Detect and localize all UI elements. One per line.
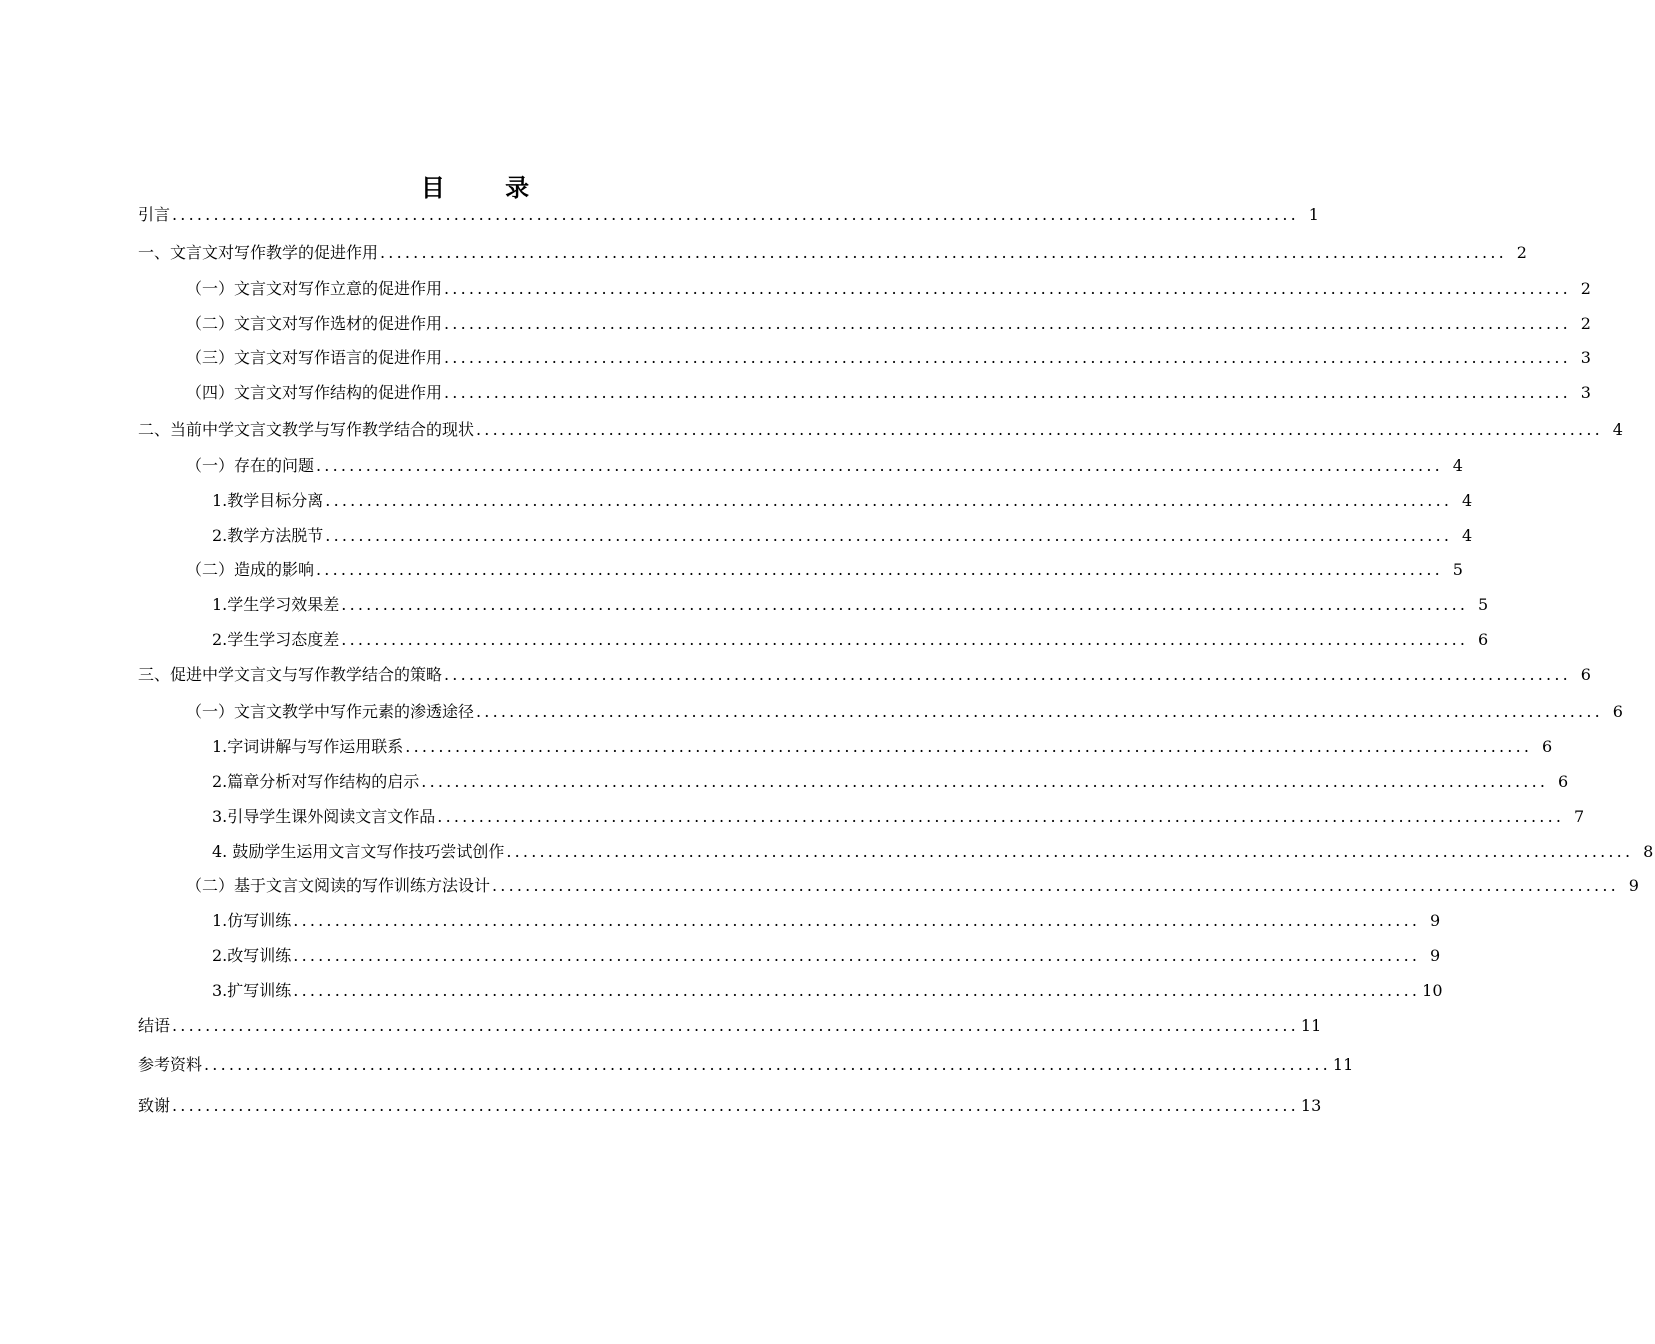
toc-page-number: 4 bbox=[1461, 491, 1473, 510]
toc-page-number: 4 bbox=[1461, 526, 1473, 545]
toc-page-number: 6 bbox=[1541, 737, 1553, 756]
toc-entry-label: 1.学生学习效果差 bbox=[212, 595, 340, 614]
toc-entry-label: 结语 bbox=[138, 1016, 171, 1035]
dot-leader: ........................................................................................................................................ bbox=[316, 560, 1443, 579]
toc-entry-label: 3.引导学生课外阅读文言文作品 bbox=[212, 807, 436, 826]
toc-page-number: 7 bbox=[1573, 807, 1585, 826]
dot-leader: ........................................................................................................................................ bbox=[380, 243, 1507, 262]
dot-leader: ........................................................................................................................................ bbox=[293, 911, 1421, 930]
toc-page-number: 6 bbox=[1580, 665, 1591, 684]
toc-page-number: 10 bbox=[1422, 981, 1443, 1000]
toc-entry-label: （二）造成的影响 bbox=[186, 560, 315, 579]
toc-entry-label: （一）存在的问题 bbox=[186, 456, 315, 475]
dot-leader: ........................................................................................................................................ bbox=[172, 1096, 1299, 1115]
toc-entry-section[interactable] bbox=[186, 453, 1463, 477]
dot-leader: ........................................................................................................................................ bbox=[444, 314, 1571, 333]
toc-page-number: 9 bbox=[1429, 946, 1441, 965]
toc-entry-section[interactable] bbox=[186, 380, 1591, 404]
dot-leader: ........................................................................................................................................ bbox=[444, 279, 1571, 298]
toc-entry-section[interactable] bbox=[186, 557, 1463, 581]
toc-page-number: 3 bbox=[1580, 383, 1591, 402]
dot-leader: ........................................................................................................................................ bbox=[172, 1016, 1299, 1035]
toc-entry-subsection[interactable] bbox=[212, 839, 1654, 863]
dot-leader: ........................................................................................................................................ bbox=[341, 595, 1469, 614]
toc-title: 目 录 bbox=[420, 174, 556, 202]
toc-entry-label: 2.篇章分析对写作结构的启示 bbox=[212, 772, 420, 791]
toc-page-number: 2 bbox=[1580, 279, 1591, 298]
toc-entry-subsection[interactable] bbox=[212, 908, 1441, 932]
toc-entry-intro[interactable] bbox=[138, 202, 1319, 226]
toc-entry-label: （二）文言文对写作选材的促进作用 bbox=[186, 314, 443, 333]
dot-leader: ........................................................................................................................................ bbox=[444, 348, 1571, 367]
toc-page-number: 3 bbox=[1580, 348, 1591, 367]
toc-entry-conclusion[interactable] bbox=[138, 1013, 1322, 1037]
toc-entry-label: 1.字词讲解与写作运用联系 bbox=[212, 737, 404, 756]
toc-entry-label: 2.改写训练 bbox=[212, 946, 292, 965]
dot-leader: ........................................................................................................................................ bbox=[476, 702, 1603, 721]
toc-entry-subsection[interactable] bbox=[212, 943, 1441, 967]
toc-entry-section[interactable] bbox=[186, 345, 1591, 369]
toc-entry-subsection[interactable] bbox=[212, 978, 1443, 1002]
dot-leader: ........................................................................................................................................ bbox=[325, 491, 1453, 510]
toc-entry-references[interactable] bbox=[138, 1052, 1354, 1076]
dot-leader: ........................................................................................................................................ bbox=[492, 876, 1619, 895]
toc-page-number: 6 bbox=[1557, 772, 1569, 791]
toc-entry-subsection[interactable] bbox=[212, 734, 1553, 758]
toc-entry-label: 3.扩写训练 bbox=[212, 981, 292, 1000]
toc-entry-label: 4. 鼓励学生运用文言文写作技巧尝试创作 bbox=[212, 842, 505, 861]
toc-page-number: 4 bbox=[1612, 420, 1623, 439]
toc-entry-label: 一、文言文对写作教学的促进作用 bbox=[138, 243, 379, 262]
toc-entry-label: 二、当前中学文言文教学与写作教学结合的现状 bbox=[138, 420, 475, 439]
toc-entry-subsection[interactable] bbox=[212, 488, 1473, 512]
toc-entry-chapter-2[interactable] bbox=[138, 417, 1623, 441]
toc-entry-subsection[interactable] bbox=[212, 592, 1489, 616]
dot-leader: ........................................................................................................................................ bbox=[204, 1055, 1331, 1074]
toc-entry-chapter-3[interactable] bbox=[138, 662, 1591, 686]
toc-entry-label: 1.仿写训练 bbox=[212, 911, 292, 930]
toc-entry-label: （二）基于文言文阅读的写作训练方法设计 bbox=[186, 876, 491, 895]
toc-entry-label: 1.教学目标分离 bbox=[212, 491, 324, 510]
toc-entry-label: 引言 bbox=[138, 205, 171, 224]
toc-entry-label: 三、促进中学文言文与写作教学结合的策略 bbox=[138, 665, 443, 684]
toc-entry-section[interactable] bbox=[186, 699, 1623, 723]
dot-leader: ........................................................................................................................................ bbox=[506, 842, 1634, 861]
toc-page-number: 5 bbox=[1477, 595, 1489, 614]
toc-page-number: 9 bbox=[1429, 911, 1441, 930]
toc-entry-chapter-1[interactable] bbox=[138, 240, 1527, 264]
toc-entry-subsection[interactable] bbox=[212, 523, 1473, 547]
toc-entry-acknowledgements[interactable] bbox=[138, 1093, 1322, 1117]
dot-leader: ........................................................................................................................................ bbox=[476, 420, 1603, 439]
toc-entry-subsection[interactable] bbox=[212, 769, 1569, 793]
toc-page-number: 11 bbox=[1300, 1016, 1322, 1035]
dot-leader: ........................................................................................................................................ bbox=[405, 737, 1533, 756]
toc-page-number: 11 bbox=[1332, 1055, 1354, 1074]
toc-entry-label: （四）文言文对写作结构的促进作用 bbox=[186, 383, 443, 402]
toc-entry-section[interactable] bbox=[186, 873, 1639, 897]
toc-entry-label: （一）文言文对写作立意的促进作用 bbox=[186, 279, 443, 298]
toc-entry-section[interactable] bbox=[186, 311, 1591, 335]
toc-page-number: 5 bbox=[1452, 560, 1463, 579]
dot-leader: ........................................................................................................................................ bbox=[293, 946, 1421, 965]
toc-page-number: 2 bbox=[1516, 243, 1527, 262]
toc-page-number: 2 bbox=[1580, 314, 1591, 333]
dot-leader: ........................................................................................................................................ bbox=[172, 205, 1299, 224]
toc-page-number: 6 bbox=[1477, 630, 1489, 649]
dot-leader: ........................................................................................................................................ bbox=[341, 630, 1469, 649]
dot-leader: ........................................................................................................................................ bbox=[325, 526, 1453, 545]
toc-page-number: 9 bbox=[1628, 876, 1639, 895]
toc-entry-label: 参考资料 bbox=[138, 1055, 203, 1074]
toc-page-number: 4 bbox=[1452, 456, 1463, 475]
dot-leader: ........................................................................................................................................ bbox=[444, 665, 1571, 684]
toc-entry-label: 致谢 bbox=[138, 1096, 171, 1115]
toc-entry-subsection[interactable] bbox=[212, 804, 1585, 828]
toc-entry-subsection[interactable] bbox=[212, 627, 1489, 651]
dot-leader: ........................................................................................................................................ bbox=[316, 456, 1443, 475]
toc-entry-section[interactable] bbox=[186, 276, 1591, 300]
toc-entry-label: 2.教学方法脱节 bbox=[212, 526, 324, 545]
dot-leader: ........................................................................................................................................ bbox=[437, 807, 1565, 826]
dot-leader: ........................................................................................................................................ bbox=[421, 772, 1549, 791]
toc-page-number: 6 bbox=[1612, 702, 1623, 721]
toc-entry-label: （三）文言文对写作语言的促进作用 bbox=[186, 348, 443, 367]
toc-page-number: 8 bbox=[1643, 842, 1654, 861]
toc-entry-label: （一）文言文教学中写作元素的渗透途径 bbox=[186, 702, 475, 721]
toc-page-number: 1 bbox=[1308, 205, 1319, 224]
dot-leader: ........................................................................................................................................ bbox=[293, 981, 1421, 1000]
dot-leader: ........................................................................................................................................ bbox=[444, 383, 1571, 402]
toc-page-number: 13 bbox=[1300, 1096, 1322, 1115]
toc-entry-label: 2.学生学习态度差 bbox=[212, 630, 340, 649]
